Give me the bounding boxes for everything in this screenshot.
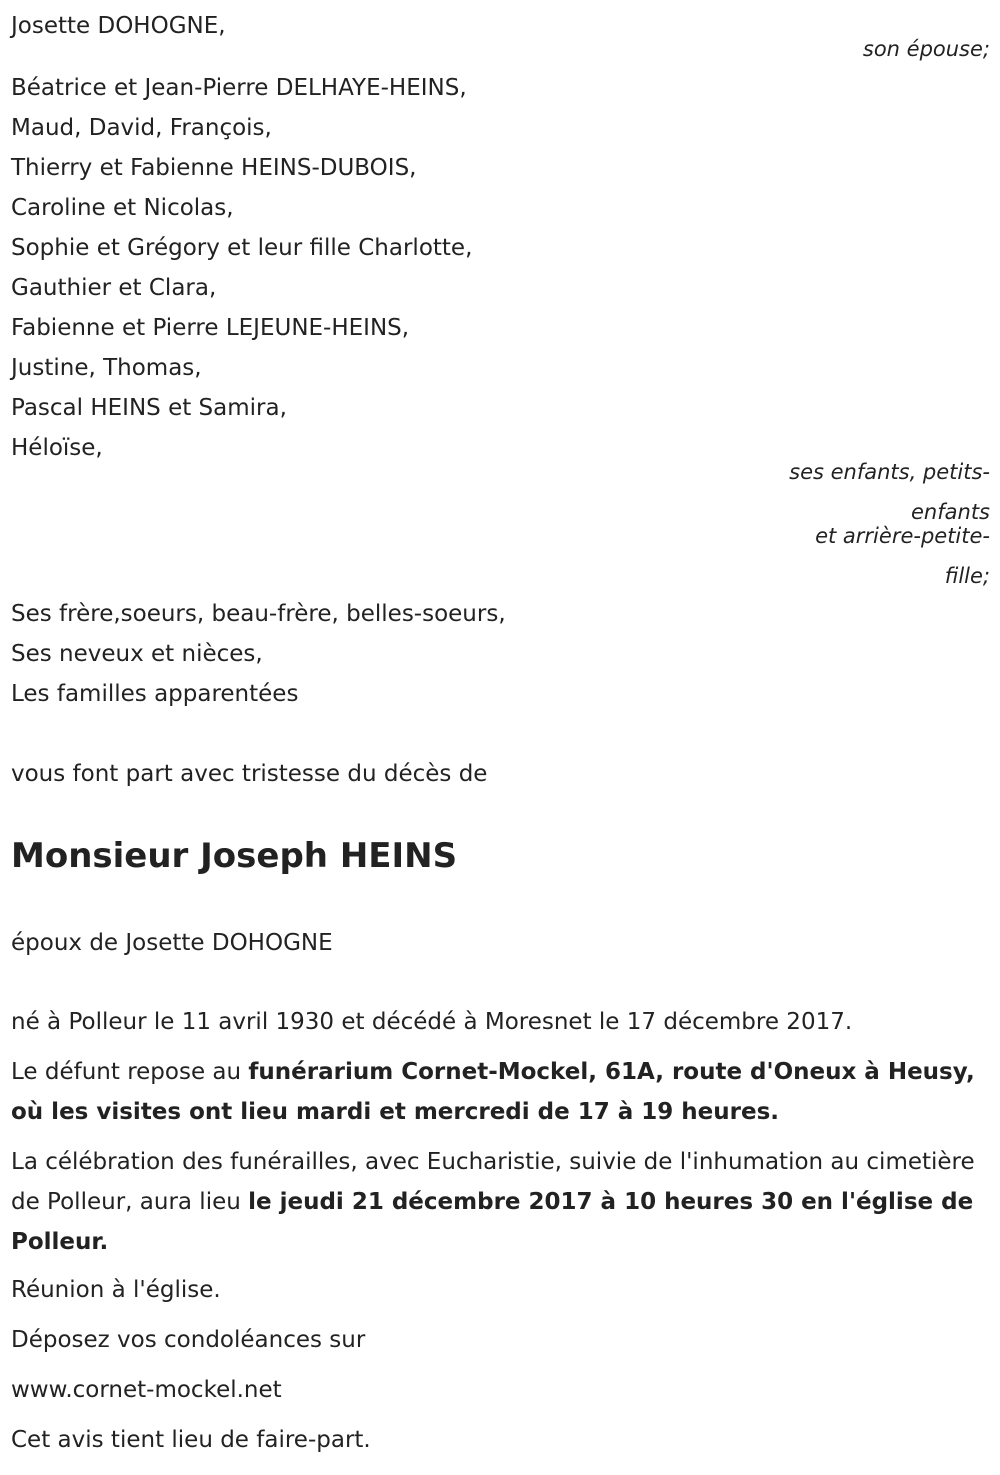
rest-place-intro: Le défunt repose au	[11, 1059, 249, 1085]
children-relation-line-4: fille;	[944, 564, 990, 588]
child-line-1: Béatrice et Jean-Pierre DELHAYE-HEINS,	[11, 75, 467, 101]
child-line-5: Sophie et Grégory et leur fille Charlotte,	[11, 235, 473, 261]
relatives-line-3: Les familles apparentées	[11, 681, 299, 707]
children-relation-line-1: ses enfants, petits-	[789, 460, 990, 484]
meeting-text: Réunion à l'église.	[11, 1277, 221, 1303]
spouse-of-text: époux de Josette DOHOGNE	[11, 930, 333, 956]
closing-text: Cet avis tient lieu de faire-part.	[11, 1427, 371, 1453]
spouse-name: Josette DOHOGNE,	[11, 13, 226, 39]
birth-death-text: né à Polleur le 11 avril 1930 et décédé à Moresnet le 17 décembre 2017.	[11, 1009, 853, 1035]
child-line-3: Thierry et Fabienne HEINS-DUBOIS,	[11, 155, 417, 181]
funeral-details: le jeudi 21 décembre 2017 à 10 heures 30 en l'église de Polleur.	[11, 1189, 974, 1255]
website-link[interactable]: www.cornet-mockel.net	[11, 1377, 282, 1403]
funeral-paragraph	[11, 1142, 996, 1262]
spouse-relation: son épouse;	[862, 37, 990, 61]
rest-place-paragraph	[11, 1052, 996, 1132]
relatives-line-2: Ses neveux et nièces,	[11, 641, 263, 667]
child-line-10: Héloïse,	[11, 435, 103, 461]
children-relation-line-3: et arrière-petite-	[815, 524, 990, 548]
children-relation-line-2: enfants	[911, 500, 990, 524]
rest-place-details: funérarium Cornet-Mockel, 61A, route d'Oneux à Heusy, où les visites ont lieu mardi et mercredi de 17 à 19 heures.	[11, 1059, 975, 1125]
child-line-4: Caroline et Nicolas,	[11, 195, 234, 221]
funeral-intro: La célébration des funérailles, avec Eucharistie, suivie de l'inhumation au cimetière de Polleur, aura lieu	[11, 1149, 975, 1215]
announcement-text: vous font part avec tristesse du décès de	[11, 761, 488, 787]
relatives-line-1: Ses frère,soeurs, beau-frère, belles-soeurs,	[11, 601, 506, 627]
child-line-8: Justine, Thomas,	[11, 355, 202, 381]
child-line-9: Pascal HEINS et Samira,	[11, 395, 287, 421]
child-line-7: Fabienne et Pierre LEJEUNE-HEINS,	[11, 315, 410, 341]
child-line-6: Gauthier et Clara,	[11, 275, 217, 301]
deceased-name: Monsieur Joseph HEINS	[11, 836, 458, 876]
child-line-2: Maud, David, François,	[11, 115, 272, 141]
condolences-text: Déposez vos condoléances sur	[11, 1327, 366, 1353]
